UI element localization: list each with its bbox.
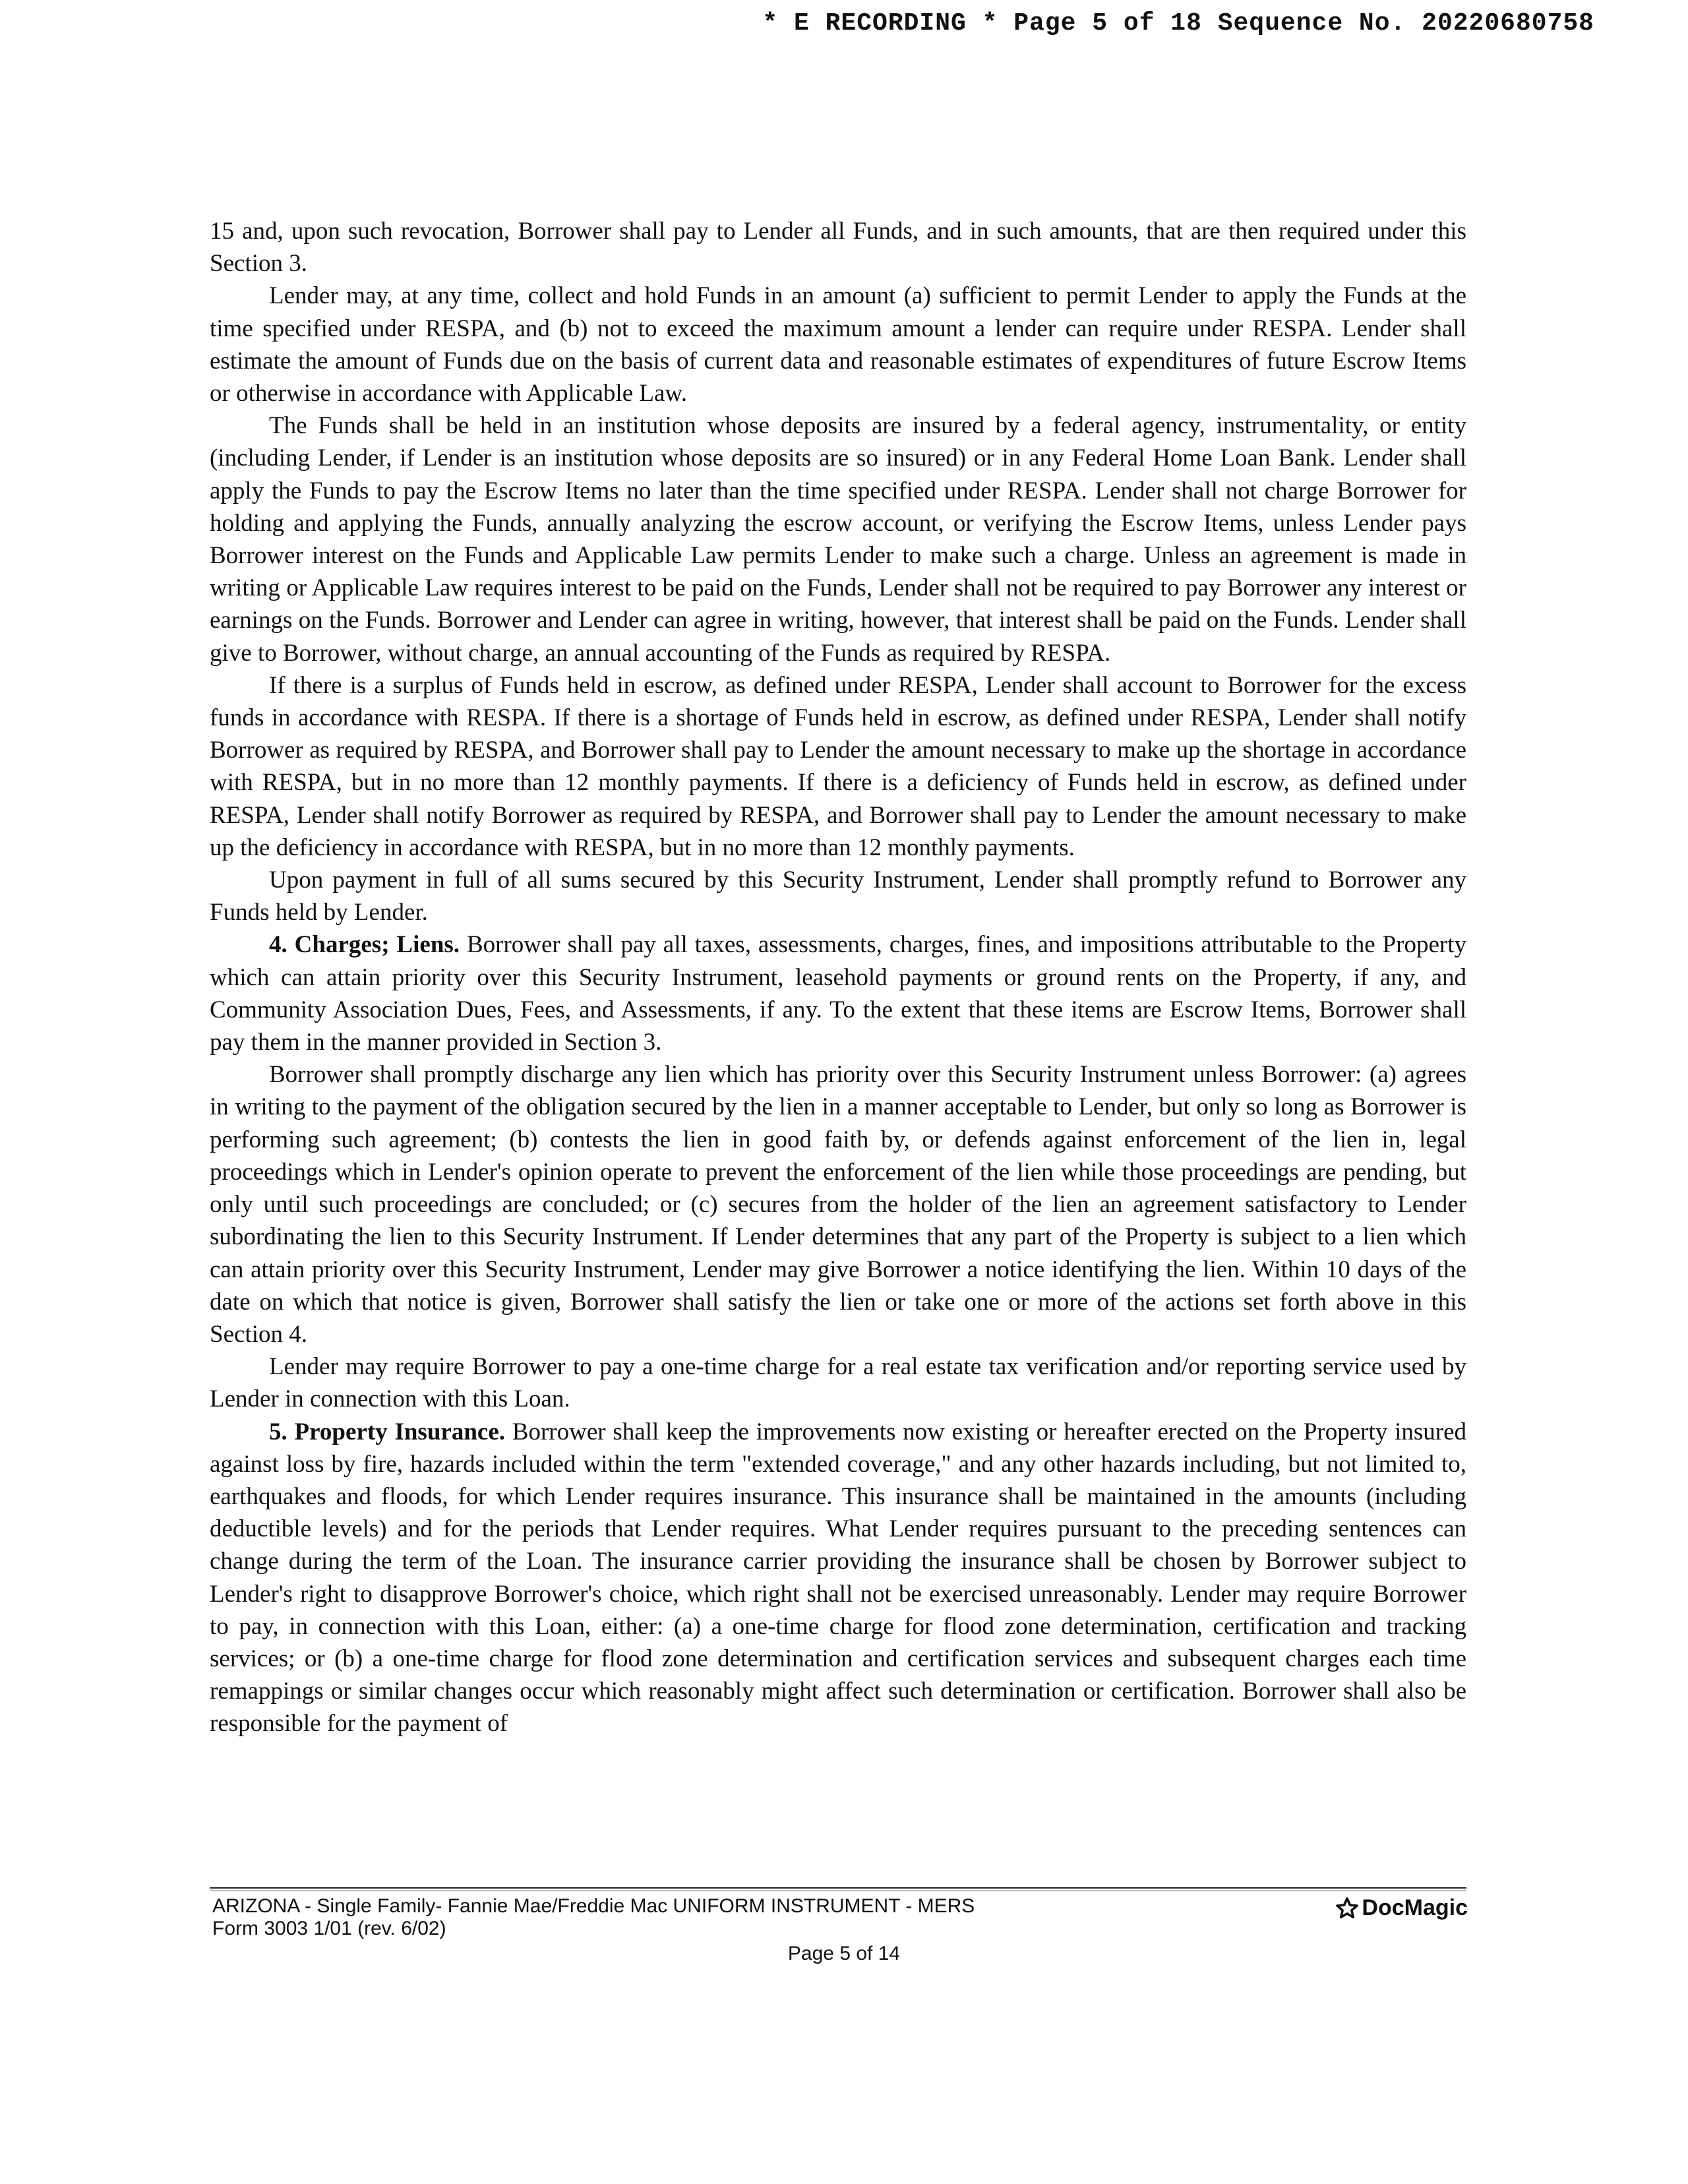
paragraph-5: Upon payment in full of all sums secured by this Security Instrument, Lender shall promptly refund to Borrower any Funds held by Lender. [210,866,1466,926]
docmagic-logo [1335,1895,1468,1921]
document-body [210,215,1466,1740]
paragraph-8: Lender may require Borrower to pay a one-time charge for a real estate tax verification and/or reporting service used by Lender in connection with this Loan. [210,1353,1466,1413]
brand-name: DocMagic [1362,1895,1468,1920]
form-line-2: Form 3003 1/01 (rev. 6/02) [212,1918,446,1939]
form-line-1: ARIZONA - Single Family- Fannie Mae/Freddie Mac UNIFORM INSTRUMENT - MERS [212,1895,975,1917]
paragraph-7: Borrower shall promptly discharge any lien which has priority over this Security Instrument unless Borrower: (a) agrees in writing to the payment of the obligation secured by the lien in a manner acceptable to Lender, but only so long as Borrower is performing such agreement; (b) contests the lien in good faith by, or defends against enforcement of the lien in, legal proceedings which in Lender's opinion operate to prevent the enforcement of the lien while those proceedings are pending, but only until such proceedings are concluded; or (c) secures from the holder of the lien an agreement satisfactory to Lender subordinating the lien to this Security Instrument. If Lender determines that any part of the Property is subject to a lien which can attain priority over this Security Instrument, Lender may give Borrower a notice identifying the lien. Within 10 days of the date on which that notice is given, Borrower shall satisfy the lien or take one or more of the actions set forth above in this Section 4. [210,1061,1466,1348]
page-number: Page 5 of 14 [787,1943,901,1964]
paragraph-1: 15 and, upon such revocation, Borrower shall pay to Lender all Funds, and in such amounts, that are then required under this Section 3. [210,218,1466,278]
recording-header: * E RECORDING * Page 5 of 18 Sequence No. 20220680758 [762,9,1594,38]
paragraph-2: Lender may, at any time, collect and hold Funds in an amount (a) sufficient to permit Lender to apply the Funds at the time specified under RESPA, and (b) not to exceed the maximum amount a lender can require under RESPA. Lender shall estimate the amount of Funds due on the basis of current data and reasonable estimates of expenditures of future Escrow Items or otherwise in accordance with Applicable Law. [210,282,1466,408]
section-5-text: Borrower shall keep the improvements now existing or hereafter erected on the Property insured against loss by fire, hazards included within the term "extended coverage," and any other hazards including, but not limited to, earthquakes and floods, for which Lender requires insurance. This insurance shall be maintained in the amounts (including deductible levels) and for the periods that Lender requires. What Lender requires pursuant to the preceding sentences can change during the term of the Loan. The insurance carrier providing the insurance shall be chosen by Borrower subject to Lender's right to disapprove Borrower's choice, which right shall not be exercised unreasonably. Lender may require Borrower to pay, in connection with this Loan, either: (a) a one-time charge for flood zone determination, certification and tracking services; or (b) a one-time charge for flood zone determination and certification services and subsequent charges each time remappings or similar changes occur which reasonably might affect such determination or certification. Borrower shall also be responsible for the payment of [210,1418,1466,1738]
form-identifier [212,1895,975,1940]
paragraph-4: If there is a surplus of Funds held in escrow, as defined under RESPA, Lender shall account to Borrower for the excess funds in accordance with RESPA. If there is a shortage of Funds held in escrow, as defined under RESPA, Lender shall notify Borrower as required by RESPA, and Borrower shall pay to Lender the amount necessary to make up the shortage in accordance with RESPA, but in no more than 12 monthly payments. If there is a deficiency of Funds held in escrow, as defined under RESPA, Lender shall notify Borrower as required by RESPA, and Borrower shall pay to Lender the amount necessary to make up the deficiency in accordance with RESPA, but in no more than 12 monthly payments. [210,671,1466,861]
section-5 [210,1416,1466,1740]
section-4 [210,928,1466,1058]
section-4-text: Borrower shall pay all taxes, assessments, charges, fines, and impositions attributable to the Property which can attain priority over this Security Instrument, leasehold payments or ground rents on the Property, if any, and Community Association Dues, Fees, and Assessments, if any. To the extent that these items are Escrow Items, Borrower shall pay them in the manner provided in Section 3. [210,931,1466,1056]
section-5-heading: 5. Property Insurance. [269,1418,505,1445]
paragraph-3: The Funds shall be held in an institution whose deposits are insured by a federal agency, instrumentality, or entity (including Lender, if Lender is an institution whose deposits are so insured) or in any Federal Home Loan Bank. Lender shall apply the Funds to pay the Escrow Items no later than the time specified under RESPA. Lender shall not charge Borrower for holding and applying the Funds, annually analyzing the escrow account, or verifying the Escrow Items, unless Lender pays Borrower interest on the Funds and Applicable Law permits Lender to make such a charge. Unless an agreement is made in writing or Applicable Law requires interest to be paid on the Funds, Lender shall not be required to pay Borrower any interest or earnings on the Funds. Borrower and Lender can agree in writing, however, that interest shall be paid on the Funds. Lender shall give to Borrower, without charge, an annual accounting of the Funds as required by RESPA. [210,412,1466,667]
footer-divider [210,1887,1466,1889]
section-4-heading: 4. Charges; Liens. [269,931,460,959]
star-outline-icon [1335,1896,1359,1920]
